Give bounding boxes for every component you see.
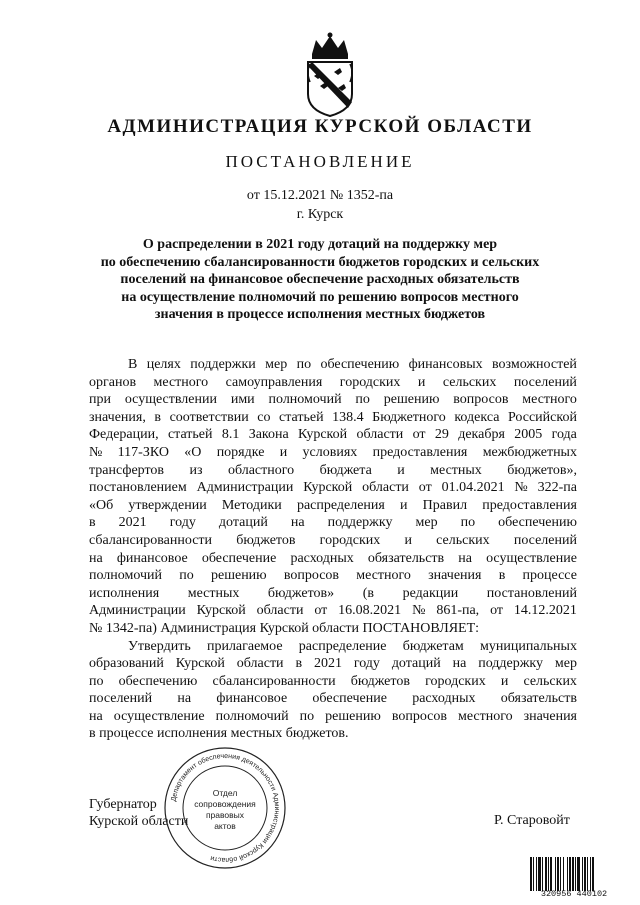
- body-line: исполнения местных бюджетов» (в редакции постановлений: [89, 585, 577, 601]
- barcode-bar: [530, 857, 532, 891]
- barcode-bar: [555, 857, 556, 891]
- signature-position-line: Курской области: [89, 814, 189, 829]
- body-line: поселений на финансовое обеспечение расходных обязательств: [89, 691, 577, 707]
- barcode-number: 320956 440102: [540, 889, 608, 899]
- barcode-bar: [567, 857, 568, 891]
- signature-name: Р. Старовойт: [494, 813, 570, 828]
- barcode-bar: [542, 857, 543, 891]
- body-line: при осуществлении ими полномочий по решению вопросов местного: [89, 392, 577, 408]
- body-line: «Об утверждении Методики распределения и Правил предоставления: [89, 497, 577, 513]
- body-line: значения, в соответствии со статьей 138.4 Бюджетного кодекса Российской: [89, 409, 577, 425]
- document-city: г. Курск: [296, 207, 344, 222]
- barcode-bar: [584, 857, 586, 891]
- barcode-bar: [572, 857, 574, 891]
- body-line: Федерации, статьей 8.1 Закона Курской области от 29 декабря 2005 года: [89, 427, 577, 443]
- body-line: № 117-ЗКО «О порядке и условиях предоставления межбюджетных: [89, 444, 577, 460]
- title-line: по обеспечению сбалансированности бюджетов городских и сельских: [100, 254, 540, 270]
- title-line: значения в процессе исполнения местных бюджетов: [154, 307, 486, 322]
- barcode-bar: [577, 857, 580, 891]
- body-line: по обеспечению сбалансированности бюджетов городских и сельских: [89, 673, 577, 689]
- body-line: Утвердить прилагаемое распределение бюджетам муниципальных: [128, 638, 577, 654]
- body-line: образований Курской области в 2021 году дотаций на поддержку мер: [89, 656, 577, 672]
- document-date-number: от 15.12.2021 № 1352-па: [246, 188, 394, 203]
- barcode-bar: [557, 857, 559, 891]
- barcode-bar: [569, 857, 571, 891]
- body-line: постановлением Администрации Курской области от 01.04.2021 № 322-па: [89, 480, 577, 496]
- barcode: [530, 854, 616, 894]
- body-line: № 1342-па) Администрация Курской области ПОСТАНОВЛЯЕТ:: [89, 620, 480, 636]
- barcode-bar: [560, 857, 561, 891]
- body-line: полномочий по решению вопросов местного значения в процессе: [89, 568, 577, 584]
- stamp-text: Отдел сопровождения правовых актов: [194, 788, 256, 831]
- body-line: на осуществление полномочий по решению вопросов местного значения: [89, 708, 577, 724]
- barcode-bar: [545, 857, 547, 891]
- barcode-bar: [590, 857, 591, 891]
- body-line: Администрации Курской области от 16.08.2021 № 861-па, от 14.12.2021: [89, 603, 577, 619]
- document-body: [89, 356, 577, 743]
- title-line: поселений на финансовое обеспечение расходных обязательств: [120, 272, 520, 287]
- body-line: В целях поддержки мер по обеспечению финансовых возможностей: [128, 357, 577, 372]
- barcode-bar: [550, 857, 552, 891]
- title-line: О распределении в 2021 году дотаций на поддержку мер: [142, 237, 498, 252]
- organization-title: АДМИНИСТРАЦИЯ КУРСКОЙ ОБЛАСТИ: [107, 116, 533, 137]
- barcode-bar: [548, 857, 549, 891]
- document-title: [60, 236, 580, 324]
- body-line: в 2021 году дотаций на поддержку мер по обеспечению: [89, 515, 577, 531]
- body-line: на финансовое обеспечение расходных обязательств на осуществление: [89, 550, 577, 566]
- svg-text:Департамент обеспечения деятел: Департамент обеспечения деятельности Администрации Курской области: [170, 752, 281, 864]
- document-type: ПОСТАНОВЛЕНИЕ: [225, 152, 415, 171]
- barcode-bar: [575, 857, 576, 891]
- title-line: на осуществление полномочий по решению вопросов местного: [121, 289, 519, 305]
- signature-position-line: Губернатор: [89, 797, 157, 812]
- barcode-bar: [533, 857, 534, 891]
- barcode-bar: [563, 857, 564, 891]
- coat-of-arms-icon: [302, 32, 358, 118]
- body-line: органов местного самоуправления городских и сельских поселений: [89, 374, 577, 390]
- barcode-bar: [582, 857, 583, 891]
- barcode-bar: [538, 857, 541, 891]
- barcode-bar: [592, 857, 594, 891]
- barcode-bar: [536, 857, 537, 891]
- body-line: сбалансированности бюджетов городских и сельских поселений: [89, 532, 577, 548]
- body-line: в процессе исполнения местных бюджетов.: [89, 726, 349, 742]
- barcode-bar: [587, 857, 588, 891]
- body-line: трансфертов из областного бюджета и местных бюджетов»,: [89, 462, 577, 478]
